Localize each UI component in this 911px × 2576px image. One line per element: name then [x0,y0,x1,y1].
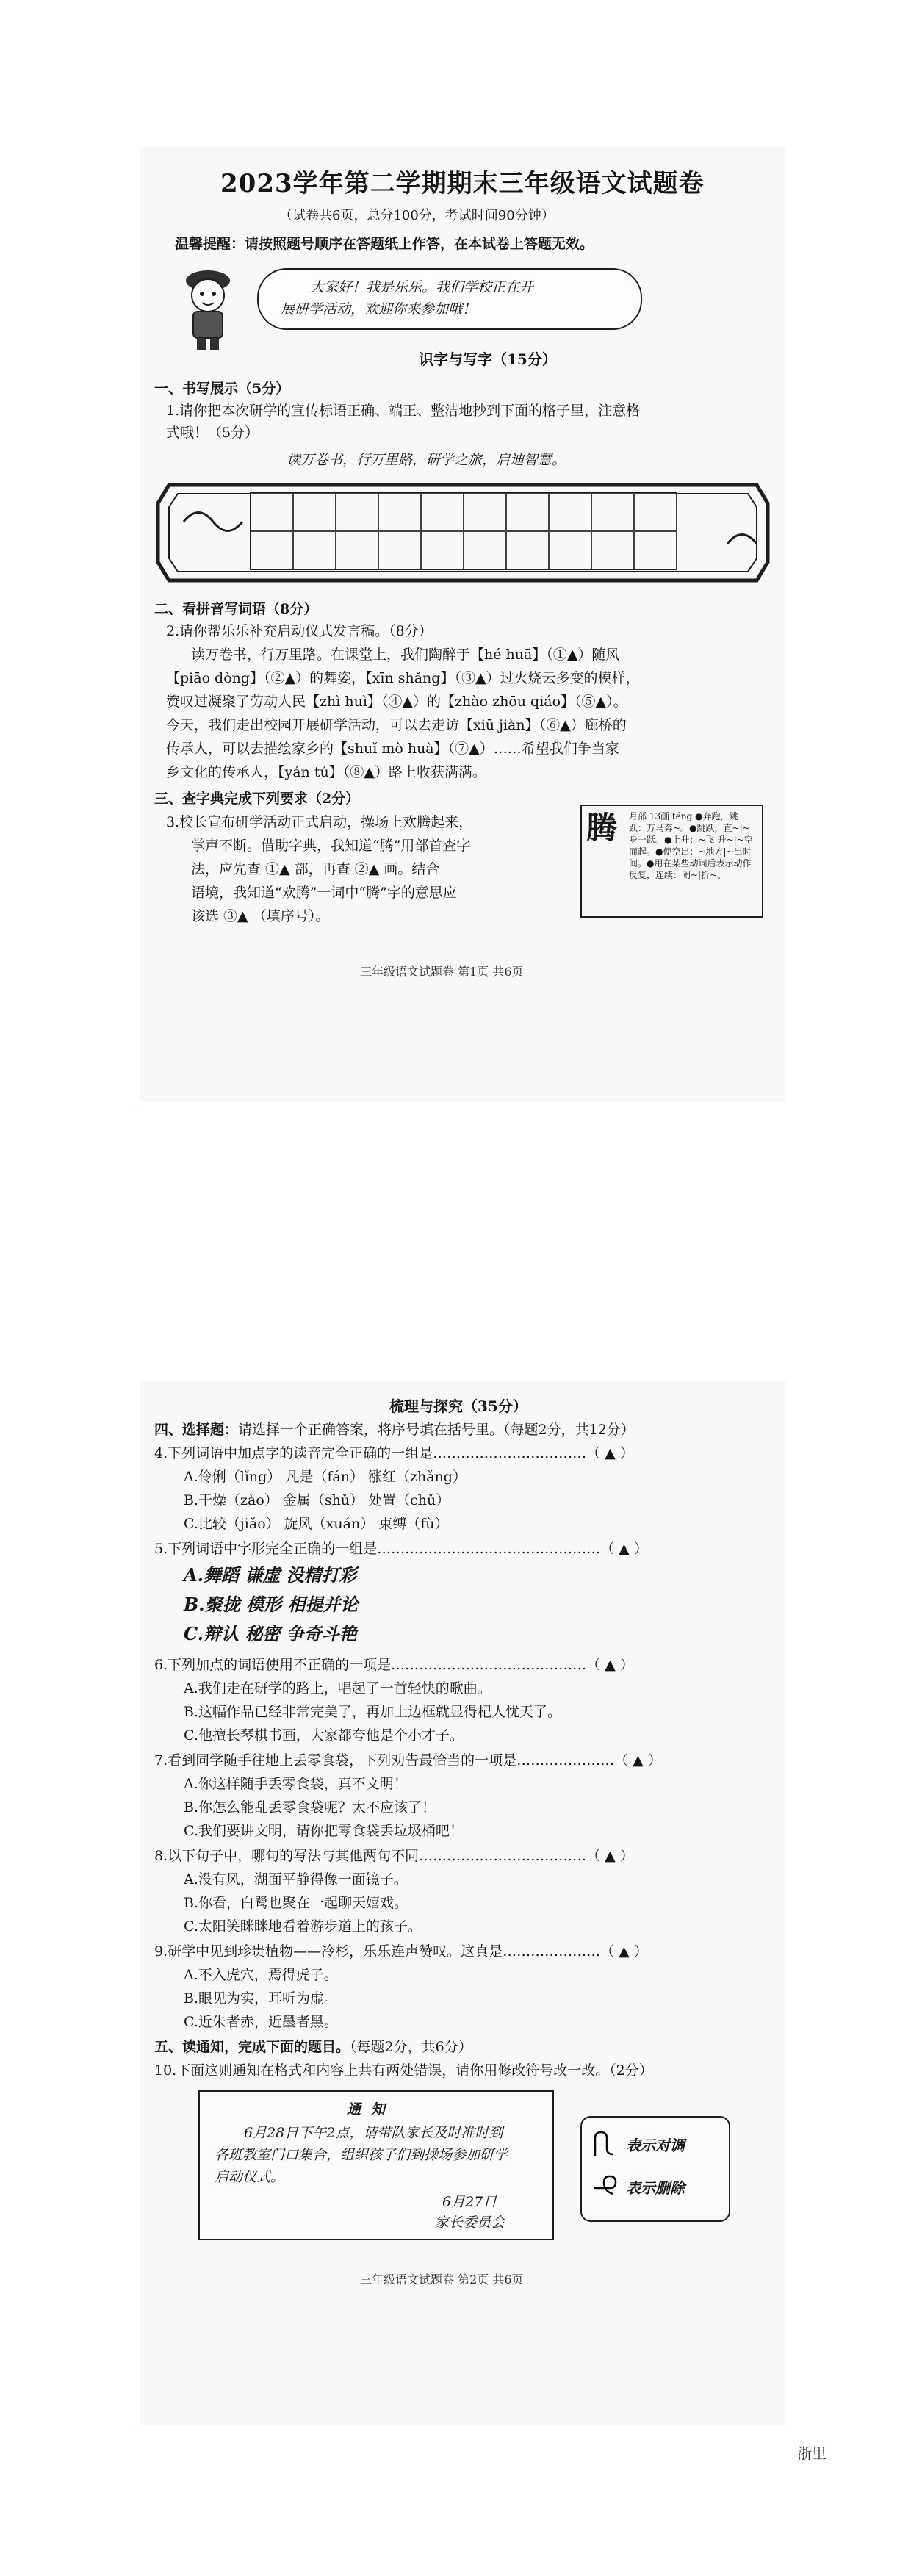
q4-stem: 4.下列词语中加点字的读音完全正确的一组是……………………………（ ▲ ） [154,1445,634,1461]
swap-symbol-icon [591,2131,617,2160]
q8-option-a[interactable]: A.没有风，湖面平静得像一面镜子。 [184,1871,408,1888]
reminder-label: 温馨提醒： [175,236,245,252]
legend-swap-label: 表示对调 [626,2137,685,2154]
q2-line-3: 赞叹过凝聚了劳动人民【zhì huì】（④▲）的【zhào zhōu qiáo】（⑤▲）。 [166,694,627,710]
q6-option-c[interactable]: C.他擅长琴棋书画，大家都夸他是个小才子。 [184,1727,464,1744]
q5-option-c[interactable]: C.辩认 秘密 争奇斗艳 [184,1623,357,1644]
section-title-review: 梳理与探究（35分） [389,1397,527,1415]
q3-line-4: 语境，我知道“欢腾”一词中“腾”字的意思应 [191,885,457,901]
reminder [175,234,594,254]
corner-watermark: 浙里 [797,2444,827,2462]
q4-option-c[interactable]: C.比较（jiǎo） 旋风（xuán） 束缚（fù） [184,1516,449,1532]
edit-symbol-legend [580,2116,730,2222]
exam-title: 2023学年第二学期期末三年级语文试题卷 [220,169,705,198]
q7-option-b[interactable]: B.你怎么能乱丢零食袋呢？太不应该了！ [184,1799,436,1816]
section-5-header [154,2037,472,2057]
notice-signer: 家长委员会 [435,2215,505,2231]
bubble-line-2: 展研学活动，欢迎你来参加哦！ [281,301,477,317]
q3-line-3: 法，应先查 ①▲ 部，再查 ②▲ 画。结合 [191,861,440,877]
q5-option-b[interactable]: B.聚拢 模形 相提并论 [184,1594,359,1615]
speech-bubble [257,268,642,330]
q4-option-a[interactable]: A.伶俐（lǐng） 凡是（fán） 涨红（zhǎng） [184,1469,467,1485]
dictionary-entry [580,805,763,918]
q6-option-b[interactable]: B.这幅作品已经非常完美了，再加上边框就显得杞人忧天了。 [184,1704,562,1720]
notice-date: 6月27日 [442,2194,497,2210]
notice-line-2: 各班教室门口集合，组织孩子们到操场参加研学 [215,2147,508,2163]
q10-stem: 10.下面这则通知在格式和内容上共有两处错误，请你用修改符号改一改。（2分） [154,2062,653,2079]
q2-line-4: 今天，我们走出校园开展研学活动，可以去走访【xiū jiàn】（⑥▲）廊桥的 [166,717,627,733]
q8-option-b[interactable]: B.你看，白鹭也聚在一起聊天嬉戏。 [184,1895,408,1911]
section-4-header [154,1420,635,1440]
q8-option-c[interactable]: C.太阳笑眯眯地看着游步道上的孩子。 [184,1918,422,1935]
page-1-footer: 三年级语文试题卷 第1页 共6页 [360,965,524,979]
section-3-title: 三、查字典完成下列要求（2分） [154,791,360,807]
reminder-text: 请按照题号顺序在答题纸上作答，在本试卷上答题无效。 [245,236,594,252]
q5-option-a[interactable]: A.舞蹈 谦虚 没精打彩 [184,1564,357,1586]
q2-line-6: 乡文化的传承人，【yán tú】（⑧▲）路上收获满满。 [166,764,486,780]
q3-line-1: 3.校长宣布研学活动正式启动，操场上欢腾起来， [166,814,473,830]
q2-line-2: 【piāo dòng】（②▲）的舞姿，【xīn shǎng】（③▲）过火烧云多变的模样， [166,670,640,686]
q7-option-a[interactable]: A.你这样随手丢零食袋，真不文明！ [184,1776,408,1792]
notice-line-1: 6月28日下午2点，请带队家长及时准时到 [244,2125,503,2141]
q9-option-c[interactable]: C.近朱者赤，近墨者黑。 [184,2014,338,2030]
q4-option-b[interactable]: B.干燥（zào） 金属（shǔ） 处置（chǔ） [184,1492,450,1508]
slogan-text: 读万卷书，行万里路，研学之旅，启迪智慧。 [287,452,566,468]
q2-line-5: 传承人，可以去描绘家乡的【shuǐ mò huà】（⑦▲）……希望我们争当家 [166,741,619,757]
section-5-desc: （每题2分，共6分） [350,2039,472,2055]
delete-symbol-icon [591,2172,620,2201]
bubble-line-1: 大家好！我是乐乐。我们学校正在开 [310,279,534,295]
q8-stem: 8.以下句子中，哪句的写法与其他两句不同………………………………（ ▲ ） [154,1848,634,1864]
q9-option-b[interactable]: B.眼见为实，耳听为虚。 [184,1990,339,2007]
notice-box [198,2090,554,2240]
q2-head: 2.请你帮乐乐补充启动仪式发言稿。（8分） [166,623,433,639]
dictionary-character: 腾 [586,810,618,846]
section-2-title: 二、看拼音写词语（8分） [154,601,318,617]
notice-line-3: 启动仪式。 [215,2169,285,2185]
q9-stem: 9.研学中见到珍贵植物——冷杉，乐乐连声赞叹。这真是…………………（ ▲ ） [154,1943,648,1960]
legend-delete-label: 表示删除 [626,2179,685,2197]
q6-option-a[interactable]: A.我们走在研学的路上，唱起了一首轻快的歌曲。 [184,1680,491,1697]
section-4-desc: 请选择一个正确答案，将序号填在括号里。（每题2分，共12分） [238,1422,635,1438]
q1-line-2: 式哦！（5分） [166,425,259,441]
q1-line-1: 1.请你把本次研学的宣传标语正确、端正、整洁地抄到下面的格子里，注意格 [166,403,641,419]
writing-grid[interactable] [250,492,677,570]
q5-stem: 5.下列词语中字形完全正确的一组是…………………………………………（ ▲ ） [154,1541,648,1557]
q6-stem: 6.下列加点的词语使用不正确的一项是……………………………………（ ▲ ） [154,1657,634,1673]
exam-subtitle: （试卷共6页，总分100分，考试时间90分钟） [279,208,555,223]
q7-stem: 7.看到同学随手往地上丢零食袋，下列劝告最恰当的一项是…………………（ ▲ ） [154,1752,662,1769]
q9-option-a[interactable]: A.不入虎穴，焉得虎子。 [184,1967,338,1983]
q2-line-1: 读万卷书，行万里路。在课堂上，我们陶醉于【hé huā】（①▲）随风 [191,647,620,663]
q7-option-c[interactable]: C.我们要讲文明，请你把零食袋丢垃圾桶吧！ [184,1823,464,1839]
section-1-title: 一、书写展示（5分） [154,381,290,397]
section-4-title: 四、选择题： [154,1422,239,1438]
lele-mascot-icon [175,265,241,353]
notice-title: 通知 [347,2101,396,2118]
page-2-footer: 三年级语文试题卷 第2页 共6页 [360,2273,524,2287]
section-title-literacy: 识字与写字（15分） [419,350,557,368]
exam-page-2 [140,1381,786,2425]
dictionary-definition: 月部 13画 téng ●奔跑，跳跃：万马奔~。●跳跃，直~|~身一跃。●上升：~飞|升~|~空而起。●使空出：~地方|~出时间。●用在某些动词后表示动作反复，连续：闹~|折~。 [629,811,753,880]
q3-line-5: 该选 ③▲ （填序号）。 [191,908,330,924]
q3-line-2: 掌声不断。借助字典，我知道“腾”用部首查字 [191,838,471,854]
section-5-title: 五、读通知，完成下面的题目。 [154,2039,350,2055]
exam-page-1 [140,147,786,1102]
